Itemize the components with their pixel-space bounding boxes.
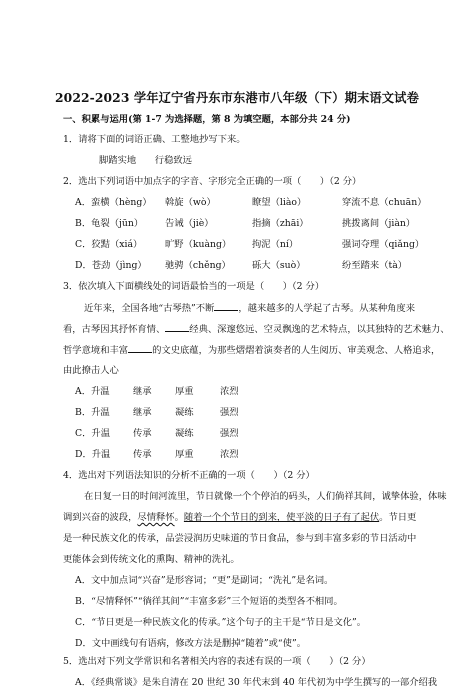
option-term: 告诫（jiè） (165, 218, 214, 229)
question-3-passage-line: 近年来，全国各地“古琴热”不断 ，越来越多的人学起了古琴。从某种角度来 (84, 303, 416, 314)
option-term: 穿流不息（chuān） (342, 197, 427, 208)
question-3-passage-line: 由此撩击人心 (63, 365, 119, 376)
option-term: D．苍劲（jìng） (75, 260, 147, 271)
section-heading: 一、积累与运用(第 1-7 为选择题，第 8 为填空题，本部分共 24 分) (63, 114, 351, 125)
fill-blank (128, 343, 152, 353)
underlined-sentence: 随着一个个节日的到来，使平淡的日子有了起伏 (183, 512, 380, 523)
exam-title: 2022-2023 学年辽宁省丹东市东港市八年级（下）期末语文试卷 (55, 90, 419, 105)
option-term: 旷野（kuàng） (165, 239, 232, 250)
question-4-option-c: C．“节日更是一种民族文化的传承。”这个句子的主干是“节日是文化”。 (75, 617, 367, 628)
option-term: 强词夺理（qiǎng） (342, 239, 425, 250)
question-4-passage-line: 是一种民族文化的传承，品尝浸润历史味道的节日食品，参与到丰富多彩的节日活动中 (63, 533, 417, 544)
option-term: B．龟裂（jūn） (75, 218, 144, 229)
question-5-stem: 5．选出对下列文学常识和名著相关内容的表述有误的一项（ ）（2 分） (63, 656, 371, 667)
question-4-passage-line: 调到兴奋的波段，尽情释怀。随着一个个节日的到来，使平淡的日子有了起伏。节日更 (63, 512, 417, 523)
question-4-option-b: B．“尽情释怀”“徜徉其间”“丰富多彩”三个短语的类型各不相同。 (75, 596, 343, 607)
question-4-passage-line: 在日复一日的时间河流里，节日就像一个个停泊的码头，人们倘祥其间，诚挚体验，体味 (84, 491, 447, 502)
wavy-underlined-phrase: 尽情释怀 (137, 512, 175, 523)
option-term: 砾大（suò） (252, 260, 306, 271)
fill-blank (165, 322, 189, 332)
question-2-stem: 2．选出下列词语中加点字的字音、字形完全正确的一项（ ）（2 分） (63, 176, 362, 187)
question-1-words: 脚踏实地 行稳致远 (99, 155, 192, 166)
option-term: 指摘（zhāi） (252, 218, 309, 229)
option-term: 纷至踏来（tà） (342, 260, 408, 271)
option-term: 斡旋（wò） (165, 197, 216, 208)
question-4-option-a: A．文中加点词“兴奋”是形容词；“更”是副词；“洗礼”是名词。 (75, 575, 334, 586)
option-term: 瞭望（liào） (252, 197, 307, 208)
question-4-option-d: D．文中画线句有语病，修改方法是删掉“随着”或“使”。 (75, 638, 306, 649)
question-5-option-a: A．《经典常谈》是朱自清在 20 世纪 30 年代末到 40 年代初为中学生撰写的一部介绍我 (75, 677, 438, 688)
question-3-stem: 3．依次填入下面横线处的词语最恰当的一项是（ ）（2 分） (63, 281, 325, 292)
option-term: 挑拨离间（jiàn） (342, 218, 416, 229)
option-term: A．蛮横（hèng） (75, 197, 152, 208)
option-term: 拘泥（ní） (252, 239, 299, 250)
question-4-passage-line: 更能体会到传统文化的熏陶、精神的洗礼。 (63, 554, 240, 565)
question-1-stem: 1．请将下面的词语正确、工整地抄写下来。 (63, 134, 246, 145)
fill-blank (214, 301, 238, 311)
option-term: C．狡黠（xiá） (75, 239, 143, 250)
question-3-passage-line: 哲学意境和丰富 的文史底蕴，为那些熠熠着演奏者的人生阅历、审美观念、人格追求， (63, 345, 441, 356)
question-3-passage-line: 看，古琴因其抒怀育情、 经典、深邃悠远、空灵飘逸的艺术特点，以其独特的艺术魅力、 (63, 324, 450, 335)
question-4-stem: 4．选出对下列语法知识的分析不正确的一项（ ）（2 分） (63, 470, 315, 481)
option-term: 驰骋（chěng） (165, 260, 231, 271)
exam-page: 2022-2023 学年辽宁省丹东市东港市八年级（下）期末语文试卷 一、积累与运用(第 1-7 为选择题，第 8 为填空题，本部分共 24 分) 1．请将下面的词语正确、工整地抄写下来。 脚踏实地 行稳致远 2．选出下列词语中加点字的字音、字形完全正确的一项（ ）（2 分） A．蛮横（hèng） 斡旋（wò） 瞭望（liào） 穿流不息（chuān） B．龟裂（jūn） 告诫（jiè） 指摘（zhāi） 挑拨离间（jiàn） C．狡黠（xiá） 旷野（kuàng） 拘泥（ní） 强词夺理（qiǎng） D．苍劲（jìng） 驰骋（chěng） 砾大（suò） 纷至踏来（tà） 3．依次填入下面横线处的词语最恰当的一项是（ ）（2 分） 近年来，全国各地“古琴热”不断 ，越来越多的人学起了古琴。从某种角度来 看，古琴因其抒怀育情、 经典、深邃悠远、空灵飘逸的艺术特点，以其独特的艺术魅力、 哲学意境和丰富 的文史底蕴，为那些熠熠着演奏者的人生阅历、审美观念、人格追求， 由此撩击人心 A．升温 继承 厚重 浓烈 B．升温 继承 凝练 强烈 C．升温 传承 凝练 强烈 D．升温 传承 厚重 浓烈 4．选出对下列语法知识的分析不正确的一项（ ）（2 分） 在日复一日的时间河流里，节日就像一个个停泊的码头，人们倘祥其间，诚挚体验，体味 调到兴奋的波段，尽情释怀。随着一个个节日的到来，使平淡的日子有了起伏。节日更 是一种民族文化的传承，品尝浸润历史味道的节日食品，参与到丰富多彩的节日活动中 更能体会到传统文化的熏陶、精神的洗礼。 A．文中加点词“兴奋”是形容词；“更”是副词；“洗礼”是名词。 B．“尽情释怀”“徜徉其间”“丰富多彩”三个短语的类型各不相同。 C．“节日更是一种民族文化的传承。”这个句子的主干是“节日是文化”。 D．文中画线句有语病，修改方法是删掉“随着”或“使”。 5．选出对下列文学常识和名著相关内容的表述有误的一项（ ）（2 分） A．《经典常谈》是朱自清在 20 世纪 30 年代末到 40 年代初为中学生撰写的一部介绍我 (0, 0, 474, 670)
